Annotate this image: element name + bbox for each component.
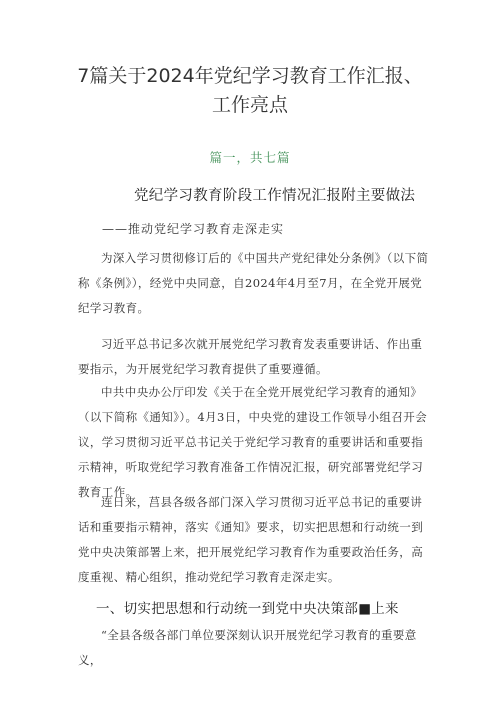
section-heading: 一、切实把思想和行动统一到党中央决策部■上来 — [96, 601, 399, 617]
paragraph: 中共中央办公厅印发《关于在全党开展党纪学习教育的通知》（以下简称《通知》）。4月3日，中央党的建设工作领导小组召开会议，学习贯彻习近平总书记关于党纪学习教育的重要讲话和重要指示精神，听取党纪学习教育准备工作情况汇报，研究部署党纪学习教育工作。 — [78, 385, 428, 499]
document-title-line-1: 7篇关于2024年党纪学习教育工作汇报、 — [77, 65, 423, 87]
paragraph: 连日来，莒县各级各部门深入学习贯彻习近平总书记的重要讲话和重要指示精神，落实《通知》要求，切实把思想和行动统一到党中央决策部署上来，把开展党纪学习教育作为重要政治任务，高度重视、精心组织，推动党纪学习教育走深走实。 — [78, 495, 424, 584]
paragraph: 为深入学习贯彻修订后的《中国共产党纪律处分条例》（以下简称《条例》），经党中央同意，自2024年4月至7月，在全党开展党纪学习教育。 — [78, 251, 429, 315]
section-label: 篇一，共七篇 — [209, 150, 291, 165]
article-title: 党纪学习教育阶段工作情况汇报附主要做法 — [134, 188, 416, 204]
paragraph: 习近平总书记多次就开展党纪学习教育发表重要讲话、作出重要指示，为开展党纪学习教育提供了重要遵循。 — [78, 337, 423, 376]
paragraph: “全县各级各部门单位要深刻认识开展党纪学习教育的重要意义， — [78, 628, 417, 667]
article-subtitle: ——推动党纪学习教育走深走实 — [102, 222, 285, 236]
document-title — [40, 62, 460, 120]
document-title-line-2: 工作亮点 — [211, 94, 288, 116]
